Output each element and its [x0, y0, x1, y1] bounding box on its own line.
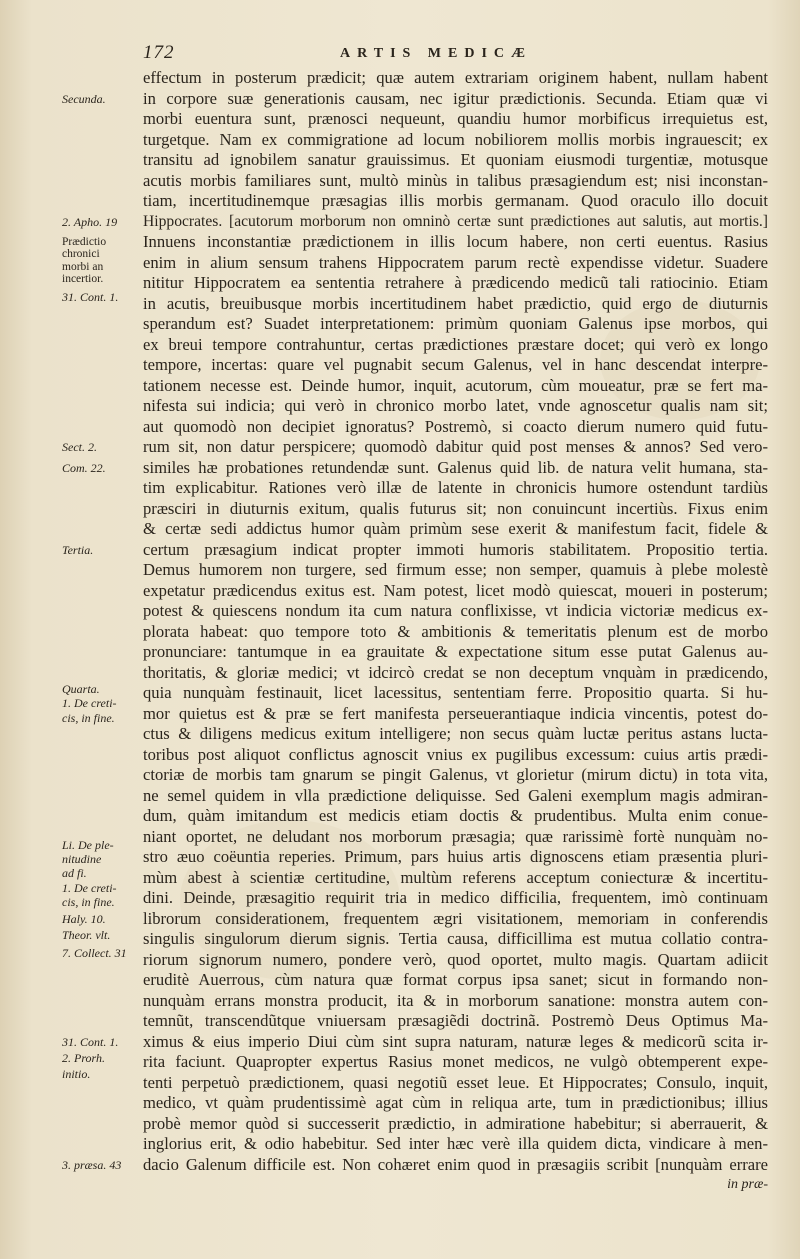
text-line: potest & quiescens nondum ita cum natura conflixisse, vt indicia victoriæ medicus ex- — [143, 601, 768, 620]
running-title: ARTIS MEDICÆ — [340, 46, 533, 61]
text-line: temnũt, transcendũtque vniuersam præsagiẽdi doctrinã. Postremò Deus Optimus Ma- — [143, 1011, 768, 1030]
text-line: ne semel quidem in vlla prædictione deliquisse. Sed Galeni exemplum magis admiran- — [143, 785, 768, 805]
text-line: turgetque. Nam ex commigratione ad locum nobiliorem mollis morbis ingrauescit; ex — [143, 129, 768, 149]
text-line: & certæ sedi addictus humor quàm primùm sese exerit & manifestum facit, fidele & — [143, 519, 768, 538]
margin-note: 1. De creti- — [62, 880, 117, 895]
margin-note: 2. Apho. 19 — [62, 214, 118, 229]
margin-note: Theor. vlt. — [62, 927, 111, 942]
margin-note: initio. — [62, 1067, 91, 1082]
text-line: toribus post aliquot conflictus agnoscit vnius ex pugilibus excessum: cuius artis prædi- — [143, 744, 768, 764]
text-line: nifesta sui indicia; qui verò in chronico morbo latet, vnde agnoscetur qualis nam sit; — [143, 396, 768, 415]
margin-note: incertior. — [62, 272, 104, 285]
text-line: tempore, incertas: quare vel pugnabit secum Galenus, vel in hanc descendat interpre- — [143, 355, 768, 374]
page-number: 172 — [143, 42, 175, 63]
text-line: quia nunquàm festinauit, licet lacessitus, sententiam ferre. Propositio quarta. Si hu- — [143, 683, 768, 702]
text-line: ex breui tempore contrahuntur, certas prædictiones præstare docet; qui verò ex longo — [143, 334, 768, 354]
text-line: pronunciare: tantumque in ea grauitate & expectatione situm esse putat Galenus au- — [143, 642, 768, 661]
text-line: tenti perpetuò prædictionem, quasi negotiũ esset leue. Et Hippocrates; Consulo, inquit, — [143, 1072, 768, 1092]
margin-note: ad fi. — [62, 866, 87, 881]
text-line: expetatur prædicendus exitus est. Nam potest, licet modò quiescat, moueri in posterum; — [143, 580, 768, 600]
text-line: thoritatis, & gloriæ medici; vt idcircò credat se non deceptum vnquàm in prædicendo, — [143, 662, 768, 682]
text-line: rita faciunt. Quapropter expertus Rasius monet medicos, ne vulgò obtemperent expe- — [143, 1052, 768, 1071]
text-line: similes hæ probationes retundendæ sunt. Galenus quid lib. de natura velit humana, sta- — [143, 457, 768, 477]
text-line: niant oportet, ne deludant nos morborum præsagia; quæ rarissimè fortè nunquàm no- — [143, 826, 768, 846]
text-line: enim in alium sensum trahens Hippocratem parum rectè expendisse videtur. Suadere — [143, 252, 768, 272]
margin-note: chronici — [62, 248, 100, 261]
margin-note: nitudine — [62, 852, 102, 867]
margin-note: Prædictio — [62, 236, 107, 248]
margin-note: morbi an — [62, 260, 104, 273]
text-line: Demus humorem non turgere, sed firmum esse; non semper, quamuis à plebe molestè — [143, 560, 768, 579]
text-line: probè memor quòd si successerit prædictio, in admiratione habebitur; si aberrauerit, & — [143, 1113, 768, 1133]
margin-note: Com. 22. — [62, 460, 106, 475]
text-line: morbi euentura sunt, prænosci nequeunt, quandiu humor morbificus irrequietus est, — [143, 109, 768, 128]
margin-note: 31. Cont. 1. — [62, 1034, 119, 1049]
text-line: tationem necesse est. Deinde humor, inquit, acutorum, cùm moueatur, præ se fert ma- — [143, 375, 768, 395]
text-line: eruditè Auerrous, cùm natura quæ format corpus ipsa sanet; sicut in formando non- — [143, 970, 768, 989]
margin-note: 1. De creti- — [62, 696, 117, 711]
text-line: mor quietus est & præ se fert manifesta perseuerantiaque indicia vincentis, potest do- — [143, 703, 768, 723]
text-line: præsciri in diuturnis exitum, qualis futurus sit; non conuincunt incertiùs. Fixus enim — [143, 498, 768, 518]
text-line: nititur Hippocratem ea sententia retrahere à prædicendo medicũ tali ratiocinio. Etiam — [143, 273, 768, 292]
page-header — [0, 42, 800, 66]
text-line: effectum in posterum prædicit; quæ autem extrariam originem habent, nullam habent — [143, 68, 768, 87]
text-line: ctus & diligens medicus exitum intelligere; non secus quàm luctæ peritus astans lucta- — [143, 724, 768, 743]
margin-note: Li. De ple- — [62, 837, 114, 852]
text-line: medico, vt quàm prudentissimè agat cùm in reliqua arte, tum in prædictionibus; illius — [143, 1093, 768, 1112]
text-line: stro æuo coëuntia reperies. Primum, pars huius artis dignoscens etiam præsentia pluri- — [143, 847, 768, 866]
text-line: in corpore suæ generationis causam, nec igitur prædictionis. Secunda. Etiam quæ vi — [143, 88, 768, 108]
catchword: in præ- — [727, 1177, 768, 1192]
text-line: Hippocrates. [acutorum morborum non omninò certæ sunt prædictiones aut salutis, aut mortis.] — [143, 212, 768, 230]
margin-note: 31. Cont. 1. — [62, 290, 119, 305]
text-line: dacio Galenum difficile est. Non cohæret enim quod in præsagiis scribit [nunquàm errare — [143, 1154, 768, 1174]
margin-note: cis, in fine. — [62, 895, 115, 910]
text-line: in acutis, breuibusque morbis incertitudinem habet prædictio, quid ergo de diuturnis — [143, 293, 768, 313]
margin-note: Sect. 2. — [62, 440, 97, 454]
text-line: Innuens inconstantiæ prædictionem in illis locum habere, non certi euentus. Rasius — [143, 232, 768, 251]
text-line: tiam, incertitudinemque præsagias illis morbis germanam. Quod oraculo illo docuit — [143, 191, 768, 210]
body-text — [143, 68, 768, 1196]
text-line: certum præsagium indicat propter immoti humoris stabilitatem. Propositio tertia. — [143, 539, 768, 559]
margin-note: 2. Prorh. — [62, 1050, 106, 1065]
margin-note: Haly. 10. — [62, 911, 106, 926]
margin-note: Quarta. — [62, 681, 100, 696]
text-line: dum, quàm imitandum est medicis etiam doctis & prudentibus. Multa enim conue- — [143, 806, 768, 825]
text-line: singulis singulorum dierum signis. Tertia causa, difficillima est mutua collatio contra- — [143, 929, 768, 948]
text-line: plorata habeat: quo tempore toto & ambitionis & temeritatis plenum est de morbo — [143, 621, 768, 641]
margin-note: 3. præsa. 43 — [62, 1157, 122, 1172]
text-line: ximus & eius imperio Diui cùm sint supra naturam, naturæ leges & medicorũ scita ir- — [143, 1031, 768, 1051]
margin-note: Tertia. — [62, 542, 94, 557]
text-line: dini. Deinde, præsagitio requirit tria in medico difficilia, frequentem, imò continuam — [143, 888, 768, 907]
margin-note: 7. Collect. 31 — [62, 946, 127, 961]
text-line: sperandum est? Suadet interpretationem: primùm quoniam Galenus ipse morbos, qui — [143, 314, 768, 333]
margin-note: Secunda. — [62, 91, 106, 106]
margin-note: cis, in fine. — [62, 710, 115, 725]
text-line: transitu ad ignobilem sanatur grauissimus. Et quoniam eiusmodi turgentiæ, motusque — [143, 150, 768, 169]
text-line: ctoriæ de morbis tam gnarum se pingit Galenus, vt glorietur (mirum dictu) in tota vita, — [143, 765, 768, 784]
text-line: tim explicabitur. Rationes verò illæ de latente in chronicis humore ostendunt tardiùs — [143, 478, 768, 497]
text-line: nunquàm errans monstra producit, ita & in morborum sanatione: monstra autem con- — [143, 990, 768, 1010]
text-line: acutis morbis familiares sunt, multò minùs in talibus præsagiendum est; nisi inconstan- — [143, 170, 768, 190]
text-line: librorum considerationem, frequentem ægri visitationem, memoriam in conferendis — [143, 908, 768, 928]
text-line: riorum signorum numero, pondere verò, quod oportet, multo magis. Quartam adiicit — [143, 949, 768, 969]
text-line: rum sit, non datur perspicere; quomodò dabitur quid post menses & annos? Sed vero- — [143, 437, 768, 456]
text-line: inglorius erit, & odio habebitur. Sed inter hæc verè illa quidem dicta, vindicare à men- — [143, 1134, 768, 1153]
text-line: mùm abest à scientiæ certitudine, multùm referens acceptum coniecturæ & incertitu- — [143, 867, 768, 887]
text-line: aut quomodò non decipiet ignoratus? Postremò, si coacto dierum numero quid futu- — [143, 416, 768, 436]
